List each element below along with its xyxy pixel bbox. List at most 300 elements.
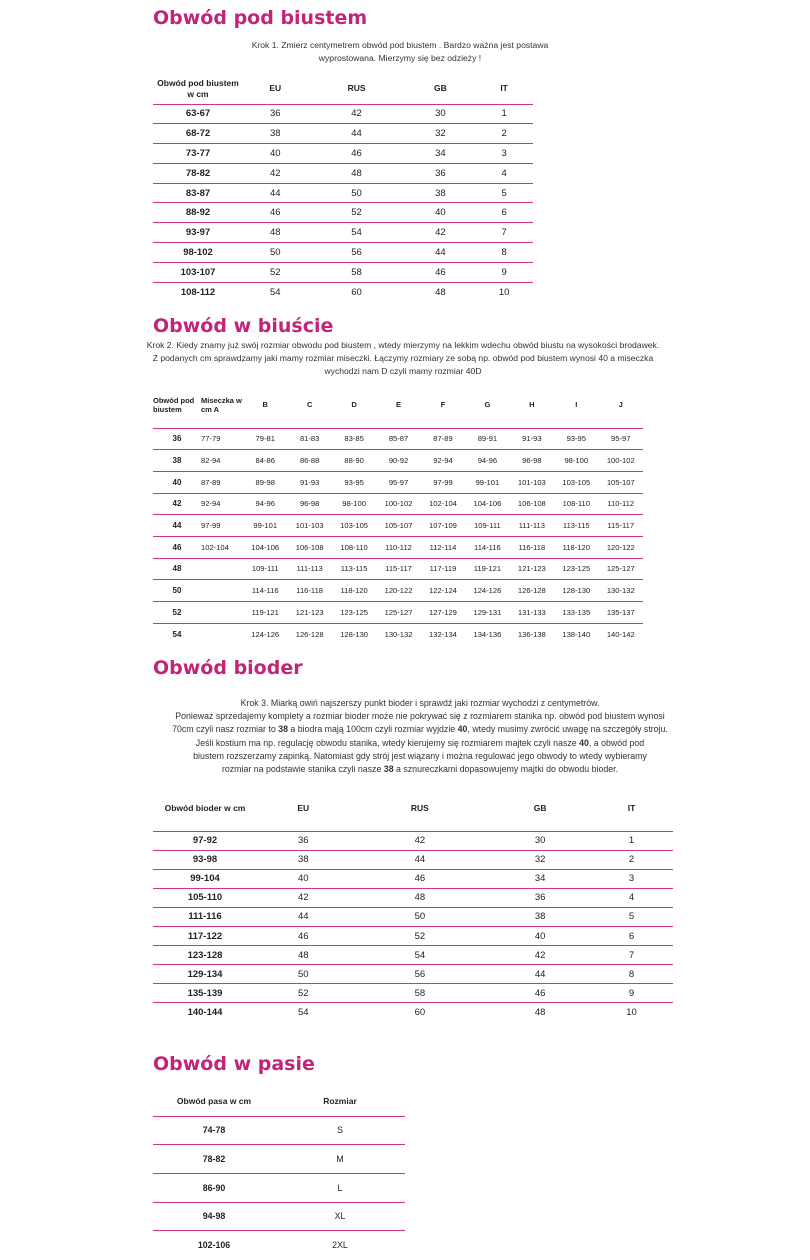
table-cell: 132-134 (421, 623, 465, 645)
underbust-table-body (153, 104, 533, 302)
hips-desc-bold: 40 (457, 724, 468, 735)
table-cell: 50 (243, 243, 308, 263)
table-cell: 88-90 (332, 450, 376, 472)
table-cell: 105-107 (376, 515, 420, 537)
table-cell: 118-120 (332, 580, 376, 602)
table-cell: 122-124 (421, 580, 465, 602)
table-row (153, 262, 533, 282)
table-cell: 44 (257, 907, 350, 926)
table-cell: 3 (475, 144, 533, 164)
table-cell: 87-89 (201, 471, 243, 493)
bust-table (153, 382, 643, 645)
hips-col-header: Obwód bioder w cm (164, 803, 246, 814)
table-cell: 86-90 (153, 1173, 275, 1202)
table-cell: 102-104 (201, 536, 243, 558)
table-cell: 121-123 (287, 602, 331, 624)
waist-table (153, 1088, 405, 1259)
table-cell: 125-127 (599, 558, 644, 580)
table-cell: 40 (153, 471, 201, 493)
table-cell: 119-121 (465, 558, 509, 580)
table-cell: 104-106 (243, 536, 287, 558)
table-row (153, 1116, 405, 1145)
table-row (153, 888, 673, 907)
table-cell: 111-113 (287, 558, 331, 580)
table-cell: XL (275, 1202, 405, 1231)
table-cell: 6 (590, 926, 673, 945)
hips-col-header: EU (297, 803, 310, 814)
table-cell: 120-122 (599, 536, 644, 558)
hips-desc-text: rozmiar na podstawie stanika czyli nasze (221, 764, 384, 775)
underbust-title: Obwód pod biustem (153, 7, 368, 29)
table-cell: 32 (406, 124, 476, 144)
table-cell: 10 (475, 282, 533, 302)
table-row (153, 1202, 405, 1231)
table-cell: 102-106 (153, 1231, 275, 1260)
table-cell: 109-111 (465, 515, 509, 537)
hips-desc-text: , wtedy musimy zwrócić uwagę na szczegóły stroju. (467, 724, 668, 735)
table-row (153, 907, 673, 926)
table-cell: 48 (257, 946, 350, 965)
table-cell: 56 (308, 243, 406, 263)
table-cell: 36 (257, 831, 350, 850)
table-cell: 126-128 (287, 623, 331, 645)
underbust-col-header: RUS (347, 83, 366, 94)
table-cell: 50 (308, 183, 406, 203)
table-cell: 48 (406, 282, 476, 302)
bust-col-header: J (618, 400, 623, 410)
table-cell: 8 (475, 243, 533, 263)
table-cell: 48 (350, 888, 491, 907)
table-cell: 81-83 (287, 428, 331, 450)
table-row (153, 946, 673, 965)
table-cell: 114-116 (465, 536, 509, 558)
bust-title: Obwód w biuście (153, 315, 334, 337)
table-cell: 83-85 (332, 428, 376, 450)
table-row (153, 926, 673, 945)
table-cell: 92-94 (201, 493, 243, 515)
table-cell: 42 (257, 888, 350, 907)
table-row (153, 223, 533, 243)
hips-header-row (153, 787, 673, 831)
table-cell: 138-140 (554, 623, 598, 645)
table-cell: 120-122 (376, 580, 420, 602)
table-cell: 48 (153, 558, 201, 580)
table-cell: 36 (243, 104, 308, 124)
table-cell: 91-93 (287, 471, 331, 493)
table-cell: 114-116 (243, 580, 287, 602)
table-cell: 6 (475, 203, 533, 223)
table-cell: 52 (308, 203, 406, 223)
table-row (153, 471, 643, 493)
table-cell: 129-131 (465, 602, 509, 624)
table-cell: 85-87 (376, 428, 420, 450)
table-cell: 7 (475, 223, 533, 243)
table-cell: 123-125 (554, 558, 598, 580)
table-cell: 130-132 (599, 580, 644, 602)
table-row (153, 203, 533, 223)
table-cell: 42 (308, 104, 406, 124)
table-row (153, 1173, 405, 1202)
table-cell: 58 (350, 984, 491, 1003)
table-cell: 131-133 (510, 602, 554, 624)
table-cell: 103-107 (153, 262, 243, 282)
table-cell: 95-97 (599, 428, 644, 450)
table-cell: L (275, 1173, 405, 1202)
table-cell: 1 (475, 104, 533, 124)
table-cell: 99-104 (153, 869, 257, 888)
table-row (153, 965, 673, 984)
table-cell: 86-88 (287, 450, 331, 472)
table-cell: 117-122 (153, 926, 257, 945)
table-cell: 117-119 (421, 558, 465, 580)
table-cell: 42 (406, 223, 476, 243)
table-cell: 4 (475, 163, 533, 183)
table-cell: 2XL (275, 1231, 405, 1260)
table-cell: 46 (490, 984, 590, 1003)
table-cell: 124-126 (243, 623, 287, 645)
table-cell: 101-103 (510, 471, 554, 493)
table-cell: 125-127 (376, 602, 420, 624)
hips-desc-text: 70cm czyli nasz rozmiar to (172, 724, 279, 735)
table-cell: 100-102 (599, 450, 644, 472)
table-cell: 124-126 (465, 580, 509, 602)
table-cell: 9 (590, 984, 673, 1003)
table-cell: 108-110 (554, 493, 598, 515)
table-cell: 60 (308, 282, 406, 302)
table-cell: 52 (243, 262, 308, 282)
table-cell: 48 (308, 163, 406, 183)
table-cell: 34 (406, 144, 476, 164)
table-cell: 50 (350, 907, 491, 926)
bust-col-header: H (529, 400, 535, 410)
hips-desc-line (140, 723, 700, 736)
table-cell: 119-121 (243, 602, 287, 624)
table-cell: 40 (490, 926, 590, 945)
table-row (153, 104, 533, 124)
table-row (153, 850, 673, 869)
table-cell: 1 (590, 831, 673, 850)
table-cell: 34 (490, 869, 590, 888)
table-cell: 105-107 (599, 471, 644, 493)
table-cell: 84-86 (243, 450, 287, 472)
table-cell (201, 558, 243, 580)
table-cell: 42 (243, 163, 308, 183)
bust-col-header: I (575, 400, 578, 410)
table-cell: 7 (590, 946, 673, 965)
table-cell: 97-99 (201, 515, 243, 537)
table-row (153, 558, 643, 580)
hips-desc-line: Krok 3. Miarką owiń najszerszy punkt bioder i sprawdź jaki rozmiar wychodzi z centymetrów. (240, 698, 600, 708)
bust-col-header: E (396, 400, 402, 410)
table-cell: 50 (257, 965, 350, 984)
hips-desc-text: a sznureczkami dopasowujemy majtki do obwodu bioder. (393, 764, 619, 775)
hips-description (140, 697, 700, 776)
table-cell: 109-111 (243, 558, 287, 580)
table-cell: 56 (350, 965, 491, 984)
table-cell: 46 (406, 262, 476, 282)
table-cell: 8 (590, 965, 673, 984)
table-cell: 74-78 (153, 1116, 275, 1145)
table-cell: 97-92 (153, 831, 257, 850)
table-cell: 96-98 (510, 450, 554, 472)
hips-col-header: GB (533, 803, 547, 814)
table-cell: 94-96 (243, 493, 287, 515)
table-cell: S (275, 1116, 405, 1145)
bust-col-header: F (440, 400, 446, 410)
table-cell: 129-134 (153, 965, 257, 984)
table-cell: 48 (243, 223, 308, 243)
table-row (153, 428, 643, 450)
table-cell: 36 (153, 428, 201, 450)
table-cell: 58 (308, 262, 406, 282)
hips-title: Obwód bioder (153, 657, 303, 679)
table-cell: 52 (257, 984, 350, 1003)
table-cell: 136-138 (510, 623, 554, 645)
table-cell: 121-123 (510, 558, 554, 580)
waist-title: Obwód w pasie (153, 1053, 315, 1075)
table-cell: 110-112 (599, 493, 644, 515)
table-cell: 91-93 (510, 428, 554, 450)
table-cell: 130-132 (376, 623, 420, 645)
table-cell: 103-105 (554, 471, 598, 493)
waist-col-header: Rozmiar (323, 1096, 357, 1107)
bust-table-body (153, 428, 643, 645)
underbust-col-header: GB (434, 83, 447, 94)
table-cell: 2 (590, 850, 673, 869)
table-cell: 112-114 (421, 536, 465, 558)
bust-col-header: D (351, 400, 357, 410)
table-cell: 111-113 (510, 515, 554, 537)
bust-col-header: Obwód pod biustem (153, 395, 195, 414)
hips-desc-line (140, 737, 700, 750)
table-cell: 128-130 (554, 580, 598, 602)
table-cell: 54 (153, 623, 201, 645)
table-cell: 126-128 (510, 580, 554, 602)
table-cell: 36 (490, 888, 590, 907)
table-cell: 30 (406, 104, 476, 124)
table-cell: 44 (243, 183, 308, 203)
table-row (153, 1145, 405, 1174)
table-cell: 105-110 (153, 888, 257, 907)
table-row (153, 282, 533, 302)
table-cell: 127-129 (421, 602, 465, 624)
table-cell: 54 (350, 946, 491, 965)
table-cell: 44 (350, 850, 491, 869)
table-cell: 68-72 (153, 124, 243, 144)
underbust-header-row (153, 74, 533, 104)
table-cell: 128-130 (332, 623, 376, 645)
hips-desc-bold: 40 (579, 737, 589, 748)
table-row (153, 602, 643, 624)
table-cell: 113-115 (332, 558, 376, 580)
hips-desc-line (140, 763, 700, 776)
bust-header-row (153, 382, 643, 428)
table-cell: 42 (350, 831, 491, 850)
table-cell: 98-102 (153, 243, 243, 263)
table-cell: 32 (490, 850, 590, 869)
table-cell: 110-112 (376, 536, 420, 558)
table-cell: 36 (406, 163, 476, 183)
table-cell: 123-125 (332, 602, 376, 624)
table-row (153, 623, 643, 645)
table-cell: 89-98 (243, 471, 287, 493)
table-cell: 46 (350, 869, 491, 888)
table-cell: 134-136 (465, 623, 509, 645)
hips-col-header: RUS (410, 803, 429, 814)
table-cell: 106-108 (287, 536, 331, 558)
hips-desc-line: biustem rozszerzamy zapinką. Natomiast gdy strój jest wiązany i można regulować jego obwody to wtedy wybieramy (193, 750, 647, 761)
hips-desc-bold: 38 (278, 724, 288, 735)
hips-table-body (153, 831, 673, 1022)
bust-col-header: Miseczka w cm A (201, 395, 242, 414)
table-row (153, 869, 673, 888)
underbust-col-header: IT (500, 83, 508, 94)
table-row (153, 1003, 673, 1022)
table-cell: 93-95 (332, 471, 376, 493)
table-cell: 54 (257, 1003, 350, 1022)
table-cell: 99-101 (243, 515, 287, 537)
table-cell: 52 (153, 602, 201, 624)
table-cell: 87-89 (421, 428, 465, 450)
table-cell: 94-98 (153, 1202, 275, 1231)
table-cell: 30 (490, 831, 590, 850)
table-cell: 108-112 (153, 282, 243, 302)
table-cell: 106-108 (510, 493, 554, 515)
table-cell: 40 (243, 144, 308, 164)
bust-col-header: B (262, 400, 268, 410)
table-cell: 135-139 (153, 984, 257, 1003)
table-cell: 116-118 (287, 580, 331, 602)
table-cell: 10 (590, 1003, 673, 1022)
table-cell: 104-106 (465, 493, 509, 515)
table-row (153, 493, 643, 515)
hips-desc-text: a biodra mają 100cm czyli rozmiar wyjdzie (287, 724, 458, 735)
table-cell: 108-110 (332, 536, 376, 558)
table-cell: 42 (153, 493, 201, 515)
bust-col-header: G (484, 400, 491, 410)
underbust-description: Krok 1. Zmierz centymetrem obwód pod biustem . Bardzo ważna jest postawa wyprostowana. Mierzymy się bez odzieży ! (251, 40, 549, 63)
table-cell: 111-116 (153, 907, 257, 926)
table-cell: 97-99 (421, 471, 465, 493)
table-cell: 52 (350, 926, 491, 945)
table-cell: 118-120 (554, 536, 598, 558)
table-cell: 38 (243, 124, 308, 144)
table-cell (201, 602, 243, 624)
bust-col-header: C (306, 400, 313, 410)
table-cell: 115-117 (376, 558, 420, 580)
table-cell: 94-96 (465, 450, 509, 472)
table-cell: 63-67 (153, 104, 243, 124)
waist-table-body (153, 1116, 405, 1259)
table-cell: 5 (590, 907, 673, 926)
table-cell: 46 (243, 203, 308, 223)
table-cell: 140-144 (153, 1003, 257, 1022)
table-cell: 40 (406, 203, 476, 223)
table-cell: 54 (243, 282, 308, 302)
table-cell: 93-97 (153, 223, 243, 243)
table-cell: 77-79 (201, 428, 243, 450)
table-cell (201, 580, 243, 602)
table-cell: 60 (350, 1003, 491, 1022)
table-cell: 82-94 (201, 450, 243, 472)
table-row (153, 536, 643, 558)
table-cell: 140-142 (599, 623, 644, 645)
hips-desc-line: Ponieważ sprzedajemy komplety a rozmiar bioder może nie pokrywać się z rozmiarem stanika np. obwód pod biustem wynosi (175, 711, 665, 722)
table-row (153, 580, 643, 602)
table-cell: 73-77 (153, 144, 243, 164)
table-cell: 2 (475, 124, 533, 144)
table-cell: 93-95 (554, 428, 598, 450)
table-cell: 44 (406, 243, 476, 263)
table-cell: 40 (257, 869, 350, 888)
table-cell: 95-97 (376, 471, 420, 493)
table-cell: M (275, 1145, 405, 1174)
table-cell: 92-94 (421, 450, 465, 472)
table-cell: 38 (406, 183, 476, 203)
hips-table (153, 787, 673, 1022)
table-cell: 3 (590, 869, 673, 888)
table-row (153, 163, 533, 183)
table-cell: 42 (490, 946, 590, 965)
table-cell: 98-100 (332, 493, 376, 515)
table-cell: 79-81 (243, 428, 287, 450)
table-cell: 99-101 (465, 471, 509, 493)
table-cell: 78-82 (153, 163, 243, 183)
table-cell: 115-117 (599, 515, 644, 537)
table-cell: 9 (475, 262, 533, 282)
table-cell: 38 (153, 450, 201, 472)
bust-description: Krok 2. Kiedy znamy już swój rozmiar obwodu pod biustem , wtedy mierzymy na lekkim wdechu obwód biustu na wysokości brodawek. Z podanych cm sprawdzamy jaki mamy rozmiar miseczki. Łączymy rozmiary ze sobą np. obwód pod biustem wynosi 40 a miseczka wychodzi nam D czyli mamy rozmiar 40D (146, 340, 660, 376)
table-cell: 38 (257, 850, 350, 869)
table-cell: 46 (308, 144, 406, 164)
table-cell: 102-104 (421, 493, 465, 515)
table-cell: 44 (490, 965, 590, 984)
hips-desc-text: Jeśli kostium ma np. regulację obwodu stanika, wtedy kierujemy się rozmiarem majtek czyli nasze (195, 737, 580, 748)
table-cell: 46 (153, 536, 201, 558)
table-row (153, 144, 533, 164)
table-cell: 135-137 (599, 602, 644, 624)
table-cell: 78-82 (153, 1145, 275, 1174)
table-cell: 90-92 (376, 450, 420, 472)
table-cell: 107-109 (421, 515, 465, 537)
table-cell: 100-102 (376, 493, 420, 515)
table-cell: 4 (590, 888, 673, 907)
table-cell: 48 (490, 1003, 590, 1022)
table-cell: 88-92 (153, 203, 243, 223)
table-cell: 103-105 (332, 515, 376, 537)
table-cell: 123-128 (153, 946, 257, 965)
table-cell: 93-98 (153, 850, 257, 869)
table-row (153, 1231, 405, 1260)
table-cell: 116-118 (510, 536, 554, 558)
table-cell (201, 623, 243, 645)
table-cell: 89-91 (465, 428, 509, 450)
table-row (153, 831, 673, 850)
table-row (153, 183, 533, 203)
table-cell: 98-100 (554, 450, 598, 472)
hips-desc-bold: 38 (383, 764, 394, 775)
table-cell: 46 (257, 926, 350, 945)
waist-col-header: Obwód pasa w cm (176, 1096, 252, 1107)
table-cell: 133-135 (554, 602, 598, 624)
hips-col-header: IT (627, 803, 636, 814)
underbust-col-header: EU (269, 83, 282, 94)
underbust-col-header: Obwód pod biustem w cm (157, 77, 239, 99)
hips-desc-text: , a obwód pod (588, 737, 645, 748)
table-cell: 113-115 (554, 515, 598, 537)
table-row (153, 450, 643, 472)
table-cell: 50 (153, 580, 201, 602)
